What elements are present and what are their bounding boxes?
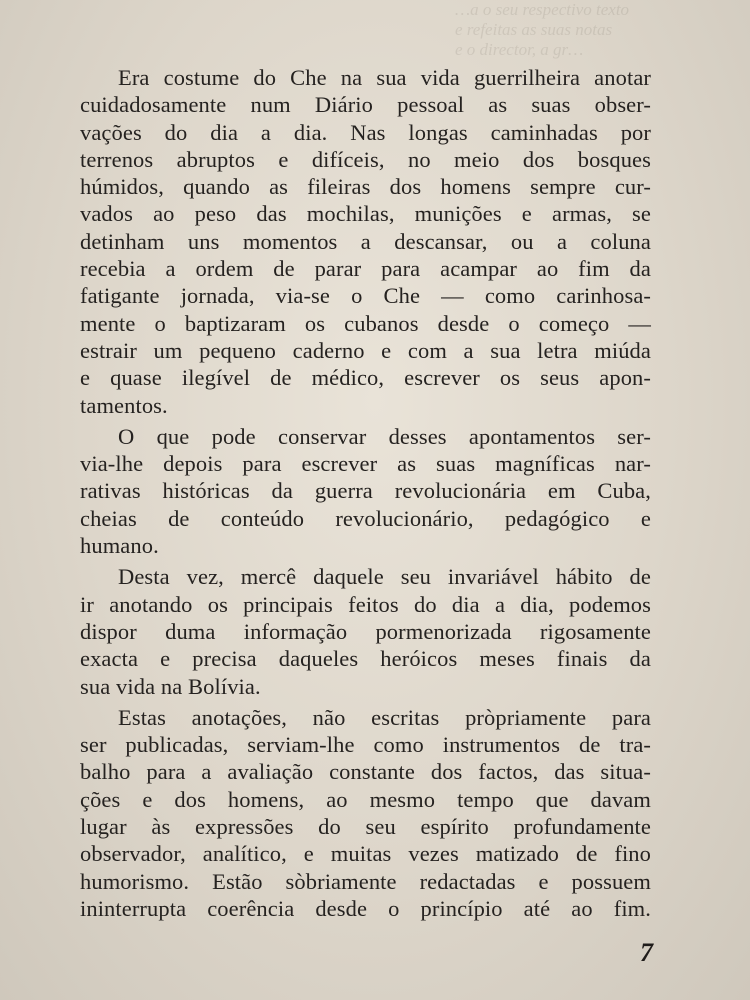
text-line: tamentos. (80, 392, 168, 418)
page-number: 7 (640, 938, 653, 967)
text-line: O que pode conservar desses apontamentos ser- (118, 423, 651, 449)
body-text (80, 64, 651, 926)
bleed-line: …a o seu respectivo texto (455, 0, 630, 19)
text-line: sua vida na Bolívia. (80, 673, 261, 699)
paragraph-2 (80, 423, 651, 559)
text-line: via-lhe depois para escrever as suas magníficas nar- (80, 451, 651, 477)
text-line: estrair um pequeno caderno e com a sua letra miúda (80, 337, 651, 363)
text-line: balho para a avaliação constante dos factos, das situa- (80, 759, 651, 785)
text-line: dispor duma informação pormenorizada rigosamente (80, 618, 651, 644)
text-line: humorismo. Estão sòbriamente redactadas e possuem (80, 868, 651, 894)
text-line: húmidos, quando as fileiras dos homens sempre cur- (80, 174, 651, 200)
paragraph-3 (80, 563, 651, 699)
bleed-line: e refeitas as suas notas (455, 20, 613, 39)
text-line: detinham uns momentos a descansar, ou a coluna (80, 228, 651, 254)
text-line: rativas históricas da guerra revolucionária em Cuba, (80, 478, 651, 504)
text-line: mente o baptizaram os cubanos desde o começo — (80, 310, 651, 336)
text-line: vados ao peso das mochilas, munições e armas, se (80, 201, 651, 227)
text-line: cuidadosamente num Diário pessoal as suas obser- (80, 92, 651, 118)
paragraph-4 (80, 704, 651, 922)
bleed-through-text (455, 0, 745, 60)
text-line: exacta e precisa daqueles heróicos meses finais da (80, 646, 651, 672)
text-line: ser publicadas, serviam-lhe como instrumentos de tra- (80, 732, 651, 758)
text-line: ir anotando os principais feitos do dia a dia, podemos (80, 591, 651, 617)
bleed-line: e o director, a gr… (455, 40, 584, 59)
text-line: ções e dos homens, ao mesmo tempo que davam (80, 786, 651, 812)
text-line: cheias de conteúdo revolucionário, pedagógico e (80, 505, 651, 531)
text-line: recebia a ordem de parar para acampar ao fim da (80, 256, 651, 282)
text-line: Estas anotações, não escritas pròpriamente para (118, 704, 651, 730)
text-line: vações do dia a dia. Nas longas caminhadas por (80, 119, 651, 145)
text-line: lugar às expressões do seu espírito profundamente (80, 814, 651, 840)
text-line: fatigante jornada, via-se o Che — como carinhosa- (80, 283, 651, 309)
text-line: e quase ilegível de médico, escrever os seus apon- (80, 365, 651, 391)
paragraph-1 (80, 64, 651, 419)
text-line: Desta vez, mercê daquele seu invariável hábito de (118, 564, 651, 590)
text-line: Era costume do Che na sua vida guerrilheira anotar (118, 65, 651, 90)
text-line: humano. (80, 533, 159, 559)
text-line: ininterrupta coerência desde o princípio até ao fim. (80, 895, 651, 921)
text-line: terrenos abruptos e difíceis, no meio dos bosques (80, 146, 651, 172)
text-line: observador, analítico, e muitas vezes matizado de fino (80, 841, 651, 867)
